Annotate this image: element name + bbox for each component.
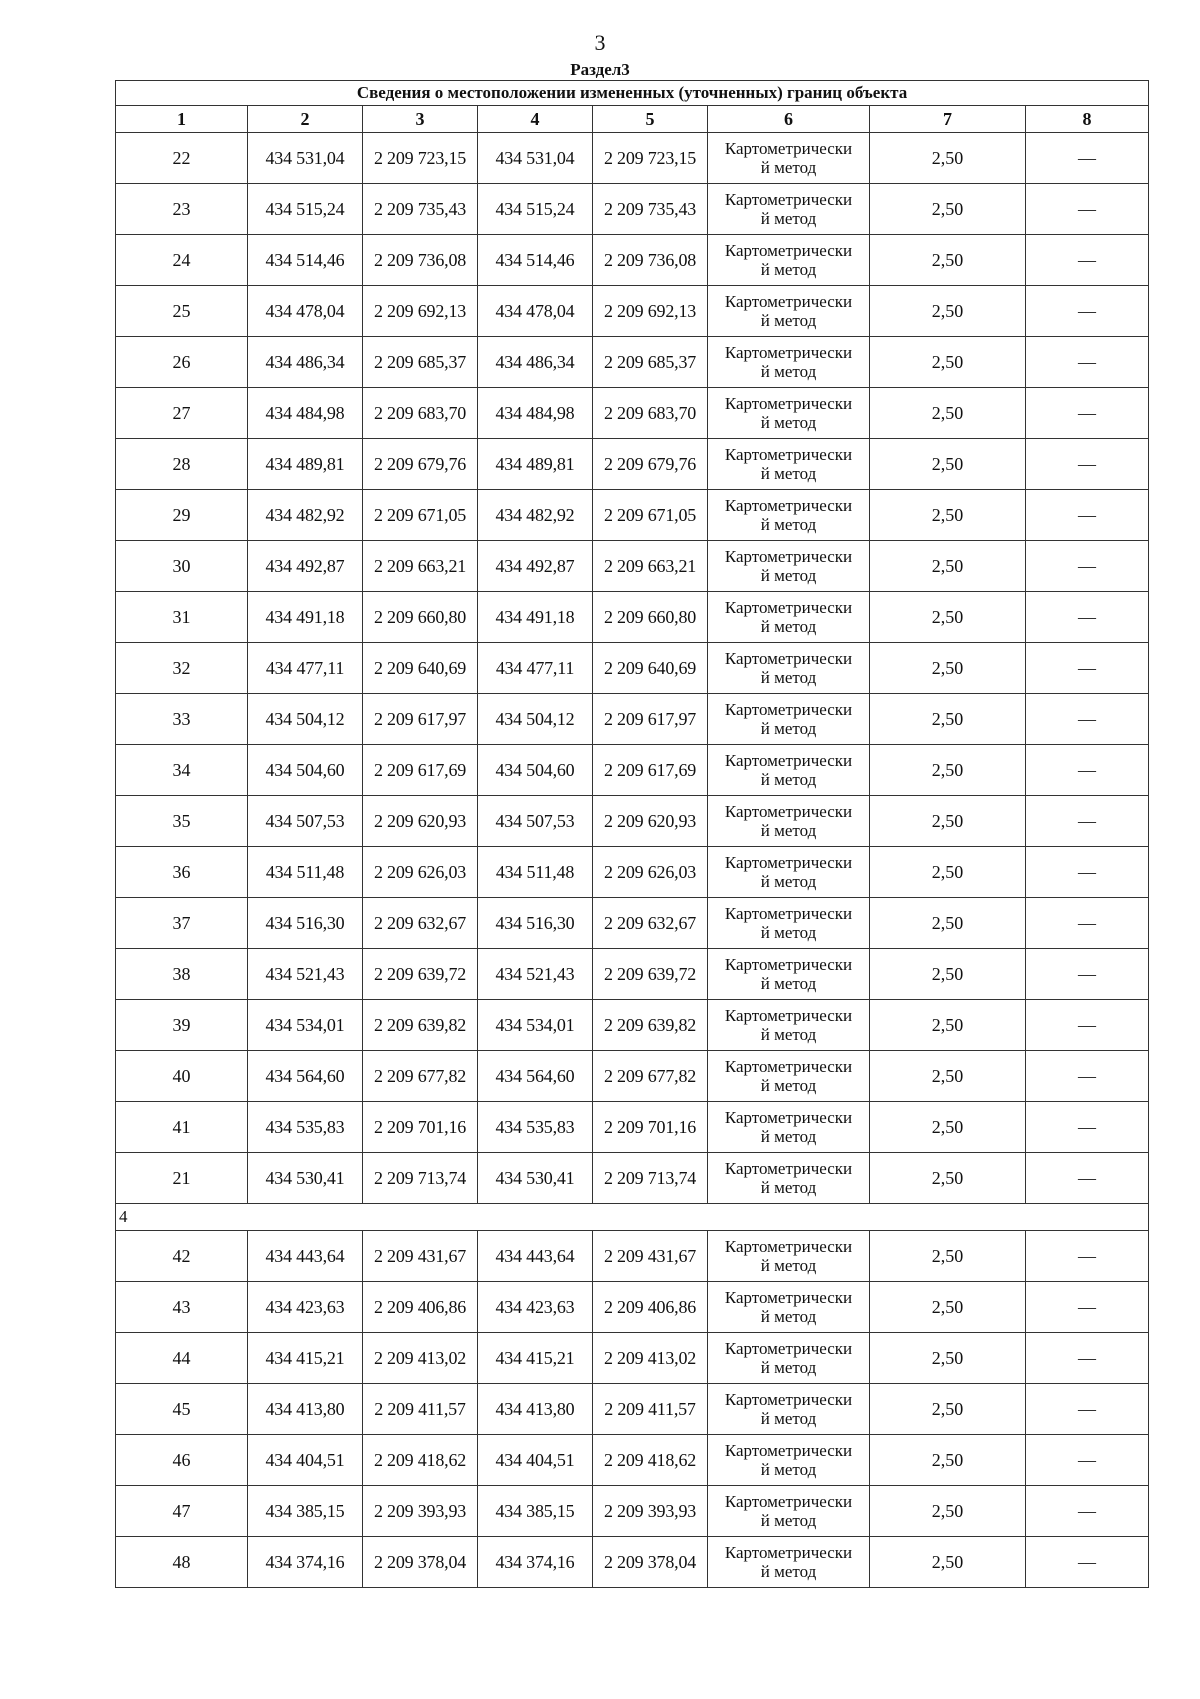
table-cell: 2,50 [870, 541, 1026, 592]
table-cell: 2 209 679,76 [363, 439, 478, 490]
table-row [116, 286, 1149, 337]
table-cell: 24 [116, 235, 248, 286]
table-cell: 434 385,15 [248, 1486, 363, 1537]
table-cell: 2,50 [870, 898, 1026, 949]
table-cell: 434 484,98 [248, 388, 363, 439]
group-label: 4 [116, 1204, 1149, 1231]
table-cell: 41 [116, 1102, 248, 1153]
table-cell: 434 415,21 [248, 1333, 363, 1384]
table-cell: 2 209 393,93 [593, 1486, 708, 1537]
table-cell: Картометрически й метод [708, 1333, 870, 1384]
table-cell: 2 209 639,72 [363, 949, 478, 1000]
table-cell: 434 374,16 [478, 1537, 593, 1588]
table-cell: 2,50 [870, 949, 1026, 1000]
table-cell: 434 507,53 [478, 796, 593, 847]
table-cell: Картометрически й метод [708, 133, 870, 184]
table-cell: Картометрически й метод [708, 1000, 870, 1051]
table-cell: 2 209 735,43 [363, 184, 478, 235]
table-cell: 2 209 626,03 [363, 847, 478, 898]
table-cell: 2 209 639,72 [593, 949, 708, 1000]
table-cell: Картометрически й метод [708, 541, 870, 592]
table-cell: 434 507,53 [248, 796, 363, 847]
table-cell: 46 [116, 1435, 248, 1486]
table-cell: 2,50 [870, 439, 1026, 490]
column-number: 4 [478, 106, 593, 133]
table-cell: 434 423,63 [478, 1282, 593, 1333]
table-cell: 2,50 [870, 388, 1026, 439]
table-cell: 2 209 431,67 [363, 1231, 478, 1282]
table-cell: 2,50 [870, 133, 1026, 184]
table-cell: 2 209 639,82 [363, 1000, 478, 1051]
table-cell: — [1026, 388, 1149, 439]
table-row [116, 1102, 1149, 1153]
table-cell: 434 385,15 [478, 1486, 593, 1537]
table-cell: 2,50 [870, 337, 1026, 388]
table-cell: 2,50 [870, 1231, 1026, 1282]
table-cell: 30 [116, 541, 248, 592]
table-row [116, 1231, 1149, 1282]
table-cell: 2 209 701,16 [363, 1102, 478, 1153]
table-cell: — [1026, 745, 1149, 796]
column-number: 2 [248, 106, 363, 133]
table-cell: 48 [116, 1537, 248, 1588]
table-cell: 2 209 736,08 [363, 235, 478, 286]
table-cell: 2,50 [870, 1384, 1026, 1435]
table-row [116, 949, 1149, 1000]
table-cell: 434 413,80 [248, 1384, 363, 1435]
table-cell: 434 404,51 [478, 1435, 593, 1486]
table-cell: 2 209 620,93 [593, 796, 708, 847]
column-number: 7 [870, 106, 1026, 133]
table-cell: 2,50 [870, 745, 1026, 796]
table-cell: 434 443,64 [478, 1231, 593, 1282]
table-cell: 434 535,83 [248, 1102, 363, 1153]
table-body [116, 81, 1149, 1588]
table-cell: 2 209 617,97 [593, 694, 708, 745]
table-row [116, 1435, 1149, 1486]
table-cell: 434 514,46 [478, 235, 593, 286]
table-caption-row [116, 81, 1149, 106]
table-cell: Картометрически й метод [708, 1051, 870, 1102]
table-cell: 2 209 660,80 [363, 592, 478, 643]
table-cell: 434 516,30 [478, 898, 593, 949]
table-cell: — [1026, 286, 1149, 337]
table-cell: 434 504,12 [248, 694, 363, 745]
table-cell: 34 [116, 745, 248, 796]
table-cell: — [1026, 1384, 1149, 1435]
table-cell: Картометрически й метод [708, 949, 870, 1000]
table-cell: 434 564,60 [478, 1051, 593, 1102]
page-number: 3 [594, 30, 606, 55]
table-row [116, 694, 1149, 745]
table-cell: 2,50 [870, 286, 1026, 337]
table-cell: Картометрически й метод [708, 1486, 870, 1537]
table-cell: 21 [116, 1153, 248, 1204]
table-cell: 2 209 413,02 [363, 1333, 478, 1384]
table-cell: 33 [116, 694, 248, 745]
table-cell: 2 209 411,57 [363, 1384, 478, 1435]
table-cell: 2 209 413,02 [593, 1333, 708, 1384]
table-cell: 434 477,11 [248, 643, 363, 694]
table-cell: — [1026, 1486, 1149, 1537]
table-cell: — [1026, 1153, 1149, 1204]
table-row [116, 1153, 1149, 1204]
table-cell: 2 209 406,86 [363, 1282, 478, 1333]
table-cell: 434 535,83 [478, 1102, 593, 1153]
table-cell: 434 486,34 [248, 337, 363, 388]
table-cell: 434 521,43 [248, 949, 363, 1000]
table-cell: — [1026, 1282, 1149, 1333]
table-row [116, 235, 1149, 286]
table-cell: 434 504,60 [248, 745, 363, 796]
table-cell: Картометрически й метод [708, 184, 870, 235]
table-cell: 2 209 701,16 [593, 1102, 708, 1153]
table-row [116, 643, 1149, 694]
table-row [116, 847, 1149, 898]
table-cell: — [1026, 1333, 1149, 1384]
table-cell: 434 492,87 [248, 541, 363, 592]
table-cell: 434 504,60 [478, 745, 593, 796]
table-cell: Картометрически й метод [708, 1537, 870, 1588]
table-cell: 2 209 735,43 [593, 184, 708, 235]
table-cell: 2 209 617,69 [593, 745, 708, 796]
table-cell: 434 492,87 [478, 541, 593, 592]
table-cell: 2 209 663,21 [363, 541, 478, 592]
table-row [116, 1486, 1149, 1537]
table-row [116, 1333, 1149, 1384]
table-cell: 434 477,11 [478, 643, 593, 694]
table-cell: — [1026, 643, 1149, 694]
table-cell: — [1026, 337, 1149, 388]
table-cell: 2 209 683,70 [363, 388, 478, 439]
table-cell: Картометрически й метод [708, 1231, 870, 1282]
table-row [116, 439, 1149, 490]
table-cell: Картометрически й метод [708, 847, 870, 898]
table-row [116, 541, 1149, 592]
table-cell: — [1026, 694, 1149, 745]
table-cell: 2 209 660,80 [593, 592, 708, 643]
table-cell: 434 516,30 [248, 898, 363, 949]
table-cell: 434 530,41 [248, 1153, 363, 1204]
table-cell: 43 [116, 1282, 248, 1333]
table-cell: 40 [116, 1051, 248, 1102]
table-cell: 2 209 677,82 [593, 1051, 708, 1102]
table-cell: 2 209 677,82 [363, 1051, 478, 1102]
table-cell: 2 209 640,69 [363, 643, 478, 694]
table-cell: Картометрически й метод [708, 439, 870, 490]
table-cell: Картометрически й метод [708, 235, 870, 286]
table-cell: 2 209 692,13 [363, 286, 478, 337]
table-row [116, 1537, 1149, 1588]
table-cell: 2,50 [870, 1333, 1026, 1384]
table-cell: 434 531,04 [478, 133, 593, 184]
table-cell: 42 [116, 1231, 248, 1282]
table-cell: 434 534,01 [248, 1000, 363, 1051]
column-number: 5 [593, 106, 708, 133]
table-cell: 434 374,16 [248, 1537, 363, 1588]
table-row [116, 184, 1149, 235]
table-cell: Картометрически й метод [708, 388, 870, 439]
table-cell: 2 209 617,69 [363, 745, 478, 796]
table-cell: 2 209 671,05 [593, 490, 708, 541]
table-cell: 434 514,46 [248, 235, 363, 286]
table-cell: 434 491,18 [248, 592, 363, 643]
table-cell: 434 504,12 [478, 694, 593, 745]
table-row [116, 592, 1149, 643]
table-cell: 2 209 378,04 [363, 1537, 478, 1588]
table-cell: 2 209 640,69 [593, 643, 708, 694]
table-cell: 434 484,98 [478, 388, 593, 439]
table-cell: 434 491,18 [478, 592, 593, 643]
table-cell: — [1026, 898, 1149, 949]
table-cell: 434 530,41 [478, 1153, 593, 1204]
table-cell: 434 511,48 [478, 847, 593, 898]
table-row [116, 1282, 1149, 1333]
table-cell: 2 209 663,21 [593, 541, 708, 592]
table-cell: 2,50 [870, 184, 1026, 235]
table-cell: 434 478,04 [248, 286, 363, 337]
table-cell: — [1026, 1051, 1149, 1102]
boundary-table [115, 80, 1149, 1588]
column-number: 8 [1026, 106, 1149, 133]
table-cell: 2,50 [870, 694, 1026, 745]
table-cell: 2,50 [870, 1486, 1026, 1537]
table-cell: — [1026, 439, 1149, 490]
table-cell: Картометрически й метод [708, 796, 870, 847]
table-cell: 2 209 671,05 [363, 490, 478, 541]
column-number: 1 [116, 106, 248, 133]
table-cell: 2,50 [870, 796, 1026, 847]
table-row [116, 796, 1149, 847]
table-cell: 2 209 679,76 [593, 439, 708, 490]
table-cell: 2 209 378,04 [593, 1537, 708, 1588]
table-cell: 38 [116, 949, 248, 1000]
table-cell: 29 [116, 490, 248, 541]
table-cell: 31 [116, 592, 248, 643]
table-cell: 2 209 713,74 [363, 1153, 478, 1204]
table-cell: 434 489,81 [478, 439, 593, 490]
table-cell: 26 [116, 337, 248, 388]
table-cell: Картометрически й метод [708, 286, 870, 337]
table-cell: 2 209 723,15 [593, 133, 708, 184]
table-row [116, 745, 1149, 796]
table-cell: 434 443,64 [248, 1231, 363, 1282]
table-cell: 434 482,92 [248, 490, 363, 541]
table-cell: Картометрически й метод [708, 592, 870, 643]
table-cell: — [1026, 235, 1149, 286]
table-cell: — [1026, 1231, 1149, 1282]
table-cell: 434 415,21 [478, 1333, 593, 1384]
table-cell: 2 209 418,62 [593, 1435, 708, 1486]
table-cell: 2 209 685,37 [593, 337, 708, 388]
table-cell: 47 [116, 1486, 248, 1537]
table-cell: 2,50 [870, 1000, 1026, 1051]
table-cell: 2 209 406,86 [593, 1282, 708, 1333]
table-cell: 2,50 [870, 1282, 1026, 1333]
column-number: 3 [363, 106, 478, 133]
table-cell: 434 515,24 [478, 184, 593, 235]
column-number-row [116, 106, 1149, 133]
table-cell: 2 209 626,03 [593, 847, 708, 898]
table-cell: 434 482,92 [478, 490, 593, 541]
table-cell: 2 209 723,15 [363, 133, 478, 184]
table-cell: Картометрически й метод [708, 1153, 870, 1204]
table-cell: 2 209 713,74 [593, 1153, 708, 1204]
table-cell: Картометрически й метод [708, 1102, 870, 1153]
table-cell: — [1026, 592, 1149, 643]
table-cell: 2 209 639,82 [593, 1000, 708, 1051]
table-cell: 434 511,48 [248, 847, 363, 898]
table-cell: 2,50 [870, 592, 1026, 643]
table-cell: 434 489,81 [248, 439, 363, 490]
table-cell: — [1026, 133, 1149, 184]
table-row [116, 1384, 1149, 1435]
table-cell: — [1026, 490, 1149, 541]
table-cell: 25 [116, 286, 248, 337]
table-cell: — [1026, 1537, 1149, 1588]
table-cell: 2 209 617,97 [363, 694, 478, 745]
table-cell: 45 [116, 1384, 248, 1435]
table-row [116, 898, 1149, 949]
table-cell: 2,50 [870, 235, 1026, 286]
table-cell: 2 209 685,37 [363, 337, 478, 388]
table-cell: Картометрически й метод [708, 1435, 870, 1486]
table-cell: — [1026, 541, 1149, 592]
table-cell: 2 209 632,67 [593, 898, 708, 949]
table-cell: 2,50 [870, 1051, 1026, 1102]
table-row [116, 337, 1149, 388]
table-cell: 2 209 692,13 [593, 286, 708, 337]
table-cell: Картометрически й метод [708, 337, 870, 388]
table-cell: 434 531,04 [248, 133, 363, 184]
table-cell: 2 209 736,08 [593, 235, 708, 286]
table-cell: 2,50 [870, 1102, 1026, 1153]
table-cell: 2 209 393,93 [363, 1486, 478, 1537]
table-cell: 2,50 [870, 490, 1026, 541]
table-cell: 2,50 [870, 643, 1026, 694]
table-cell: 434 423,63 [248, 1282, 363, 1333]
table-row [116, 1000, 1149, 1051]
table-cell: 2,50 [870, 1153, 1026, 1204]
table-cell: Картометрически й метод [708, 643, 870, 694]
table-cell: 35 [116, 796, 248, 847]
table-cell: — [1026, 847, 1149, 898]
table-row [116, 388, 1149, 439]
table-cell: 434 515,24 [248, 184, 363, 235]
table-cell: — [1026, 1102, 1149, 1153]
table-row [116, 1051, 1149, 1102]
table-cell: 28 [116, 439, 248, 490]
section-label: Раздел3 [570, 60, 630, 79]
table-cell: Картометрически й метод [708, 898, 870, 949]
table-cell: Картометрически й метод [708, 745, 870, 796]
table-cell: — [1026, 1000, 1149, 1051]
table-cell: 23 [116, 184, 248, 235]
table-cell: 2,50 [870, 847, 1026, 898]
table-cell: — [1026, 1435, 1149, 1486]
table-cell: 2 209 632,67 [363, 898, 478, 949]
table-cell: 37 [116, 898, 248, 949]
column-number: 6 [708, 106, 870, 133]
table-cell: 44 [116, 1333, 248, 1384]
table-cell: 434 534,01 [478, 1000, 593, 1051]
table-cell: 39 [116, 1000, 248, 1051]
table-row [116, 133, 1149, 184]
table-row [116, 490, 1149, 541]
table-cell: 32 [116, 643, 248, 694]
table-cell: 2,50 [870, 1435, 1026, 1486]
table-cell: 2,50 [870, 1537, 1026, 1588]
table-cell: Картометрически й метод [708, 694, 870, 745]
table-cell: 22 [116, 133, 248, 184]
table-caption: Сведения о местоположении измененных (уточненных) границ объекта [116, 81, 1149, 106]
table-cell: 434 486,34 [478, 337, 593, 388]
table-cell: 2 209 431,67 [593, 1231, 708, 1282]
table-cell: 434 404,51 [248, 1435, 363, 1486]
table-cell: — [1026, 184, 1149, 235]
table-cell: 2 209 620,93 [363, 796, 478, 847]
table-cell: 434 478,04 [478, 286, 593, 337]
table-cell: 434 521,43 [478, 949, 593, 1000]
table-cell: 2 209 418,62 [363, 1435, 478, 1486]
table-cell: — [1026, 796, 1149, 847]
table-cell: Картометрически й метод [708, 1282, 870, 1333]
table-cell: Картометрически й метод [708, 1384, 870, 1435]
table-cell: — [1026, 949, 1149, 1000]
table-cell: 36 [116, 847, 248, 898]
table-cell: Картометрически й метод [708, 490, 870, 541]
table-cell: 434 413,80 [478, 1384, 593, 1435]
group-row [116, 1204, 1149, 1231]
table-cell: 2 209 683,70 [593, 388, 708, 439]
table-cell: 2 209 411,57 [593, 1384, 708, 1435]
table-cell: 27 [116, 388, 248, 439]
table-cell: 434 564,60 [248, 1051, 363, 1102]
